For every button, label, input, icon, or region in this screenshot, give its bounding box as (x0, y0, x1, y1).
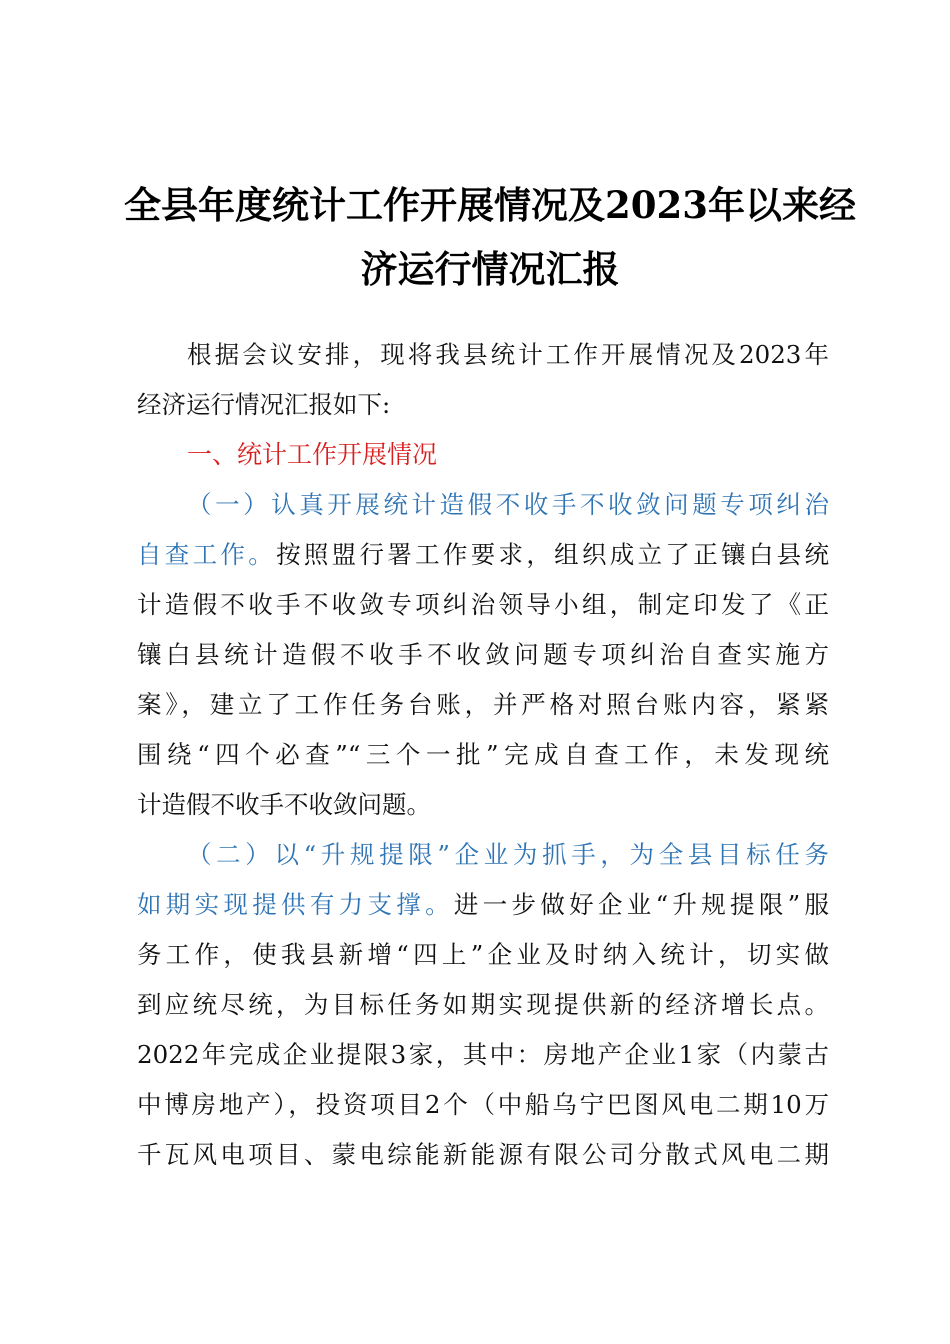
document-title-line-2: 济运行情况汇报 (360, 247, 620, 291)
sub-1-line-5: 围绕“四个必查”“三个一批”完成自查工作，未发现统 (137, 740, 829, 769)
sub-2-line-3: 到应统尽统，为目标任务如期实现提供新的经济增长点。 (137, 990, 829, 1019)
intro-line-2: 经济运行情况汇报如下: (137, 390, 391, 419)
sub-2-line-6: 千瓦风电项目、蒙电综能新能源有限公司分散式风电二期 (137, 1140, 829, 1169)
sub-1-line-1-text: 按照盟行署工作要求，组织成立了正镶白县统 (276, 540, 829, 569)
sub-2-line-2: 务工作，使我县新增“四上”企业及时纳入统计，切实做 (137, 940, 829, 969)
sub-1-line-3: 镶白县统计造假不收手不收敛问题专项纠治自查实施方 (137, 640, 829, 669)
document-title-line-1: 全县年度统计工作开展情况及2023年以来经 (124, 183, 856, 227)
sub-2-heading: （二）以“升规提限”企业为抓手，为全县目标任务 (187, 840, 829, 869)
section-1-heading: 一、统计工作开展情况 (187, 440, 438, 469)
sub-1-heading: （一）认真开展统计造假不收手不收敛问题专项纠治 (187, 490, 829, 519)
sub-1-line-6: 计造假不收手不收敛问题。 (137, 790, 431, 819)
sub-2-line-4: 2022年完成企业提限3家，其中：房地产企业1家（内蒙古 (137, 1040, 829, 1069)
sub-2-line-5: 中博房地产），投资项目2个（中船乌宁巴图风电二期10万 (137, 1090, 829, 1119)
sub-1-line-2: 计造假不收手不收敛专项纠治领导小组，制定印发了《正 (137, 590, 829, 619)
sub-2-line-1-text: 进一步做好企业“升规提限”服 (453, 890, 829, 919)
sub-1-line-1 (137, 530, 829, 580)
sub-1-line-4: 案》，建立了工作任务台账，并严格对照台账内容，紧紧 (137, 690, 829, 719)
sub-2-heading-end: 如期实现提供有力支撑。 (137, 890, 454, 919)
sub-2-line-1 (137, 880, 829, 930)
sub-1-heading-end: 自查工作。 (137, 540, 277, 569)
intro-line-1: 根据会议安排，现将我县统计工作开展情况及2023年 (187, 340, 829, 369)
